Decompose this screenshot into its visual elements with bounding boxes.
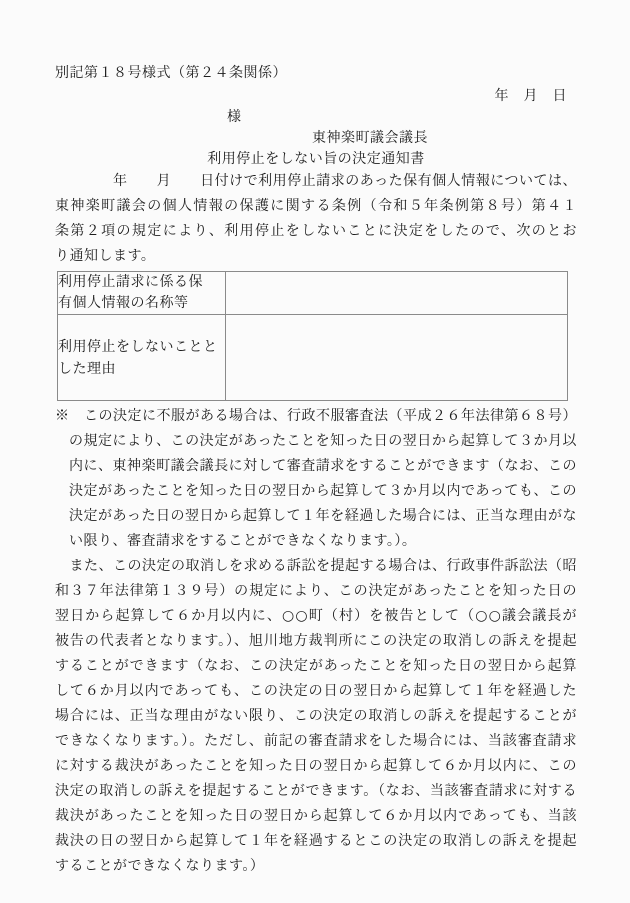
- text-line: 決定の取消しの訴えを提起することができます。（なお、当該審査請求に対する: [55, 783, 577, 799]
- row-label-reason: [58, 315, 226, 401]
- form-number-line: 別記第１８号様式（第２４条関係）: [55, 65, 287, 81]
- sender-title-line: 東神楽町議会議長: [312, 130, 428, 146]
- text-line: 裁決の日の翌日から起算して１年を経過するとこの決定の取消しの訴えを提起: [55, 833, 577, 849]
- text-line: 利用停止をしないことと: [58, 338, 218, 355]
- text-line: 被告の代表者となります。）、旭川地方裁判所にこの決定の取消しの訴えを提起: [55, 633, 577, 649]
- row-value-reason: [226, 315, 568, 401]
- body-paragraph: [55, 169, 577, 269]
- text-line: 和３７年法律第１３９号）の規定により、この決定があったことを知った日の: [55, 583, 577, 599]
- note-paragraph-lawsuit: [55, 554, 577, 879]
- text-line: 条第２項の規定により、利用停止をしないことに決定をしたので、次のとお: [55, 223, 577, 239]
- row-value-information-name: [226, 272, 568, 315]
- text-line: 決定があった日の翌日から起算して１年を経過した場合には、正当な理由がな: [69, 508, 577, 524]
- addressee-line: 様: [227, 109, 242, 125]
- document-title: 利用停止をしない旨の決定通知書: [207, 151, 425, 167]
- decision-table: [57, 271, 568, 401]
- text-line: することができなくなります。）: [55, 858, 265, 874]
- date-line: 年 月 日: [494, 88, 567, 104]
- text-line: 決定があったことを知った日の翌日から起算して３か月以内であっても、この: [69, 483, 577, 499]
- text-line: 翌日から起算して６か月以内に、○○町（村）を被告として（○○議会議長が: [55, 608, 577, 624]
- text-line: 年 月 日付けで利用停止請求のあった保有個人情報については、: [55, 173, 577, 189]
- text-line: 東神楽町議会の個人情報の保護に関する条例（令和５年条例第８号）第４１: [55, 198, 577, 214]
- table-row-information-name: [58, 272, 568, 315]
- text-line: できなくなります。）。ただし、前記の審査請求をした場合には、当該審査請求: [55, 733, 577, 749]
- text-line: 利用停止請求に係る保: [58, 274, 203, 290]
- text-line: した理由: [58, 360, 116, 377]
- text-line: 有個人情報の名称等: [58, 295, 189, 311]
- text-line: して６か月以内であっても、この決定の日の翌日から起算して１年を経過した: [55, 683, 577, 699]
- text-line: 内に、東神楽町議会議長に対して審査請求をすることができます（なお、この: [69, 458, 577, 474]
- text-line: ※ この決定に不服がある場合は、行政不服審査法（平成２６年法律第６８号）: [55, 408, 577, 424]
- notes-section: [55, 404, 577, 879]
- text-line: することができます（なお、この決定があったことを知った日の翌日から起算: [55, 658, 577, 674]
- text-line: 裁決があったことを知った日の翌日から起算して６か月以内であっても、当該: [55, 808, 577, 824]
- row-label-information-name: [58, 272, 226, 315]
- text-line: また、この決定の取消しを求める訴訟を提起する場合は、行政事件訴訟法（昭: [55, 558, 577, 574]
- table-row-reason: [58, 315, 568, 401]
- text-line: に対する裁決があったことを知った日の翌日から起算して６か月以内に、この: [55, 758, 577, 774]
- note-paragraph-appeal: [55, 404, 577, 554]
- text-line: い限り、審査請求をすることができなくなります。）。: [69, 533, 417, 549]
- text-line: 場合には、正当な理由がない限り、この決定の取消しの訴えを提起することが: [55, 708, 577, 724]
- text-line: の規定により、この決定があったことを知った日の翌日から起算して３か月以: [69, 433, 577, 449]
- text-line: り通知します。: [55, 248, 156, 264]
